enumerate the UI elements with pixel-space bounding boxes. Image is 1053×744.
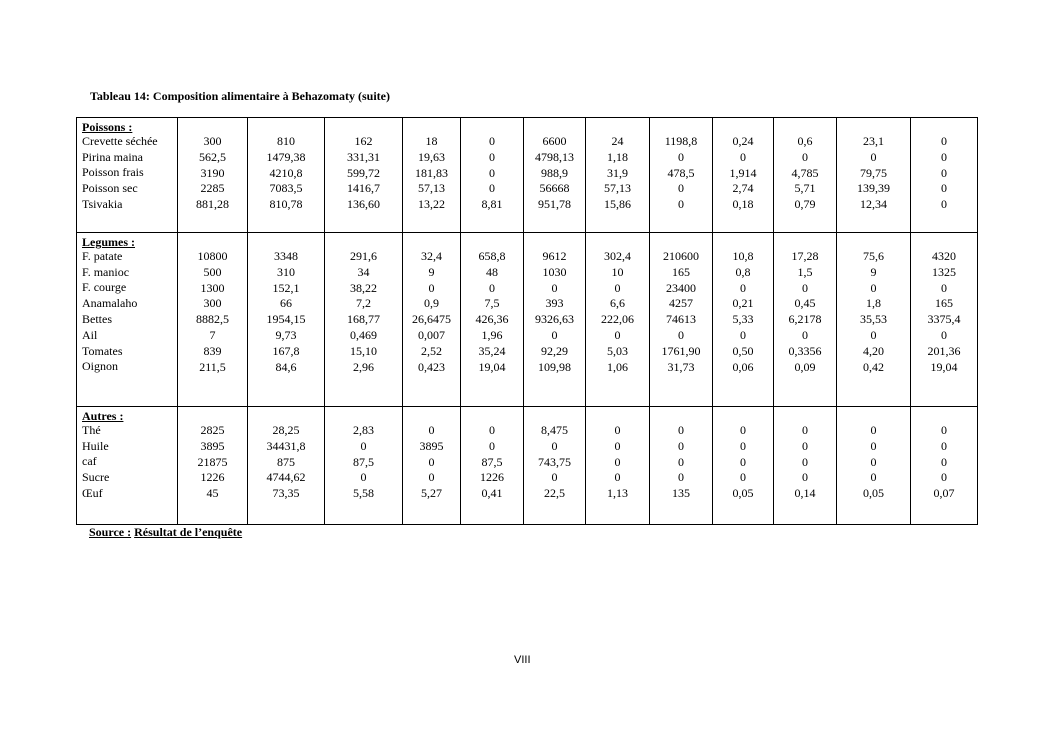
cell-value: 331,31 [347, 149, 380, 164]
cell-value: 0 [941, 165, 947, 180]
row-label: F. manioc [82, 264, 130, 279]
cell-value: 743,75 [538, 454, 571, 469]
cell-value: 165 [672, 264, 690, 279]
value-cell [837, 118, 911, 233]
cell-value: 1300 [200, 280, 225, 295]
cell-value: 87,5 [353, 454, 374, 469]
value-cell [248, 407, 325, 525]
cell-value: 201,36 [927, 343, 961, 358]
cell-value: 31,9 [607, 165, 628, 180]
cell-value: 1030 [542, 264, 567, 279]
table-title: Tableau 14: Composition alimentaire à Behazomaty (suite) [90, 89, 390, 103]
cell-value: 658,8 [478, 249, 506, 263]
cell-value: 1,8 [866, 296, 881, 311]
cell-value: 21875 [197, 454, 228, 469]
section-heading: Poissons : [82, 120, 133, 134]
cell-value: 0 [740, 280, 746, 295]
value-cell [403, 407, 461, 525]
row-label: Tomates [82, 343, 123, 358]
cell-value: 426,36 [475, 312, 509, 327]
cell-value: 0 [428, 280, 435, 295]
cell-value: 0 [428, 423, 435, 437]
cell-value: 0 [740, 327, 746, 342]
cell-value: 0 [360, 438, 367, 453]
cell-value: 75,6 [863, 249, 884, 263]
value-cell [325, 407, 403, 525]
row-label: Pirina maina [82, 149, 143, 164]
cell-value: 0 [941, 197, 947, 212]
cell-value: 19,04 [930, 359, 958, 374]
value-cell [911, 407, 978, 525]
cell-value: 0 [428, 470, 435, 485]
cell-value: 0 [614, 454, 621, 469]
cell-value: 2,52 [421, 343, 442, 358]
cell-value: 13,22 [418, 197, 445, 212]
cell-value: 300 [203, 296, 222, 311]
cell-value: 0,05 [732, 486, 754, 501]
cell-value: 0 [678, 197, 684, 212]
cell-value: 0 [551, 470, 558, 485]
cell-value: 5,71 [794, 181, 816, 196]
cell-value: 15,86 [604, 197, 631, 212]
cell-value: 38,22 [350, 280, 377, 295]
cell-value: 1416,7 [347, 181, 380, 196]
cell-value: 0,07 [933, 486, 955, 501]
cell-value: 10 [611, 264, 624, 279]
cell-value: 0 [870, 327, 877, 342]
cell-value: 35,24 [478, 343, 506, 358]
cell-value: 0 [802, 438, 808, 453]
section-label-cell [77, 118, 178, 233]
cell-value: 0 [802, 327, 808, 342]
cell-value: 4,785 [791, 165, 819, 180]
cell-value: 300 [203, 134, 222, 148]
value-cell [461, 118, 524, 233]
cell-value: 3190 [200, 165, 225, 180]
value-cell [774, 233, 837, 407]
cell-value: 19,63 [418, 149, 445, 164]
cell-value: 0,007 [418, 327, 445, 342]
cell-value: 0 [360, 470, 367, 485]
cell-value: 7,2 [356, 296, 371, 311]
value-cell [403, 233, 461, 407]
cell-value: 0 [551, 438, 558, 453]
cell-value: 24 [611, 134, 624, 148]
row-label: Poisson frais [82, 165, 144, 180]
cell-value: 1325 [932, 264, 956, 279]
value-cell [713, 233, 774, 407]
cell-value: 26,6475 [412, 312, 451, 327]
cell-value: 9 [428, 264, 435, 279]
cell-value: 0,24 [732, 134, 754, 148]
section-heading: Legumes : [82, 235, 135, 249]
cell-value: 0 [941, 470, 947, 485]
cell-value: 0 [678, 454, 684, 469]
cell-value: 0 [740, 423, 746, 437]
cell-value: 0,45 [794, 296, 816, 311]
cell-value: 3375,4 [927, 312, 961, 327]
row-label: Poisson sec [82, 181, 138, 196]
cell-value: 0 [870, 470, 877, 485]
section-label-cell [77, 407, 178, 525]
cell-value: 3348 [274, 249, 298, 263]
row-label: caf [82, 454, 97, 469]
cell-value: 5,33 [732, 312, 754, 327]
value-cell [586, 118, 650, 233]
value-cell [248, 118, 325, 233]
cell-value: 0 [614, 423, 621, 437]
value-cell [774, 407, 837, 525]
cell-value: 6600 [542, 134, 567, 148]
cell-value: 136,60 [347, 197, 380, 212]
row-label: Thé [82, 422, 101, 437]
cell-value: 2285 [200, 181, 225, 196]
cell-value: 79,75 [860, 165, 887, 180]
cell-value: 1,18 [607, 149, 628, 164]
cell-value: 0 [740, 438, 746, 453]
cell-value: 181,83 [415, 165, 448, 180]
cell-value: 0 [678, 327, 684, 342]
value-cell [178, 118, 248, 233]
cell-value: 210600 [663, 249, 699, 263]
cell-value: 18 [425, 134, 438, 148]
cell-value: 23,1 [863, 134, 884, 148]
cell-value: 7,5 [484, 296, 500, 311]
cell-value: 1,96 [481, 327, 503, 342]
cell-value: 0 [802, 149, 808, 164]
table-section [77, 233, 978, 407]
cell-value: 0 [941, 454, 947, 469]
cell-value: 4798,13 [535, 149, 574, 164]
cell-value: 10,8 [732, 249, 754, 263]
page-number: VIII [514, 654, 531, 666]
value-cell [403, 118, 461, 233]
cell-value: 0 [941, 134, 947, 148]
cell-value: 0,21 [732, 296, 754, 311]
cell-value: 0 [489, 149, 495, 164]
food-composition-table [76, 117, 978, 525]
cell-value: 881,28 [196, 197, 229, 212]
section-label-cell [77, 233, 178, 407]
cell-value: 139,39 [857, 181, 890, 196]
cell-value: 66 [280, 296, 292, 311]
cell-value: 4,20 [863, 343, 884, 358]
cell-value: 1226 [480, 470, 504, 485]
cell-value: 31,73 [667, 359, 695, 374]
value-cell [911, 233, 978, 407]
cell-value: 0 [489, 280, 495, 295]
cell-value: 599,72 [347, 165, 380, 180]
table-section [77, 118, 978, 233]
cell-value: 9612 [542, 249, 567, 263]
cell-value: 875 [277, 454, 295, 469]
cell-value: 0 [740, 149, 746, 164]
cell-value: 0 [678, 149, 684, 164]
cell-value: 0 [740, 454, 746, 469]
cell-value: 6,6 [610, 296, 625, 311]
cell-value: 0,09 [794, 359, 816, 374]
row-label: Sucre [82, 470, 110, 485]
value-cell [650, 118, 713, 233]
row-label: F. courge [82, 280, 127, 295]
cell-value: 0,14 [794, 486, 816, 501]
cell-value: 48 [486, 264, 498, 279]
cell-value: 478,5 [667, 165, 695, 180]
cell-value: 211,5 [199, 359, 226, 374]
cell-value: 2,74 [732, 181, 754, 196]
cell-value: 17,28 [791, 249, 819, 263]
cell-value: 74613 [666, 312, 696, 327]
cell-value: 1,13 [607, 486, 628, 501]
value-cell [837, 233, 911, 407]
cell-value: 310 [277, 264, 295, 279]
cell-value: 0 [941, 149, 947, 164]
cell-value: 0,79 [794, 197, 816, 212]
cell-value: 22,5 [544, 486, 565, 501]
value-cell [774, 118, 837, 233]
cell-value: 0 [941, 181, 947, 196]
cell-value: 0 [678, 423, 684, 437]
cell-value: 0 [489, 438, 495, 453]
cell-value: 0 [870, 454, 877, 469]
cell-value: 0,469 [350, 327, 377, 342]
cell-value: 87,5 [481, 454, 503, 469]
cell-value: 0 [678, 438, 684, 453]
cell-value: 1,06 [607, 359, 628, 374]
cell-value: 1954,15 [266, 312, 306, 327]
cell-value: 152,1 [272, 280, 300, 295]
cell-value: 839 [203, 343, 222, 358]
cell-value: 5,27 [421, 486, 442, 501]
cell-value: 165 [935, 296, 953, 311]
cell-value: 393 [545, 296, 564, 311]
cell-value: 0 [489, 423, 495, 437]
cell-value: 0,9 [424, 296, 439, 311]
value-cell [837, 407, 911, 525]
cell-value: 0,06 [732, 359, 754, 374]
cell-value: 0 [489, 181, 495, 196]
cell-value: 34 [357, 264, 370, 279]
row-label: Huile [82, 438, 109, 453]
cell-value: 4744,62 [266, 470, 306, 485]
cell-value: 57,13 [418, 181, 445, 196]
value-cell [524, 118, 586, 233]
cell-value: 135 [672, 486, 690, 501]
cell-value: 0 [678, 470, 684, 485]
value-cell [325, 118, 403, 233]
value-cell [461, 407, 524, 525]
cell-value: 1479,38 [266, 149, 306, 164]
value-cell [461, 233, 524, 407]
cell-value: 291,6 [350, 249, 377, 263]
cell-value: 1761,90 [661, 343, 701, 358]
cell-value: 0 [614, 280, 621, 295]
cell-value: 0 [802, 470, 808, 485]
cell-value: 45 [206, 486, 219, 501]
cell-value: 0 [740, 470, 746, 485]
cell-value: 0,50 [732, 343, 754, 358]
source-text: Résultat de l’enquête [134, 525, 243, 539]
cell-value: 0 [941, 423, 947, 437]
cell-value: 0 [870, 149, 877, 164]
cell-value: 0 [489, 134, 495, 148]
cell-value: 34431,8 [266, 438, 306, 453]
value-cell [650, 407, 713, 525]
table-section [77, 407, 978, 525]
cell-value: 0,423 [418, 359, 445, 374]
section-heading: Autres : [82, 409, 124, 423]
row-label: F. patate [82, 248, 123, 263]
cell-value: 162 [354, 134, 373, 148]
cell-value: 73,35 [272, 486, 300, 501]
cell-value: 168,77 [347, 312, 380, 327]
cell-value: 0 [428, 454, 435, 469]
cell-value: 0,41 [481, 486, 503, 501]
row-label: Tsivakia [82, 196, 123, 211]
cell-value: 19,04 [478, 359, 506, 374]
value-cell [713, 118, 774, 233]
cell-value: 5,03 [607, 343, 628, 358]
cell-value: 951,78 [538, 197, 571, 212]
cell-value: 0,3356 [788, 343, 822, 358]
cell-value: 3895 [419, 438, 444, 453]
cell-value: 15,10 [350, 343, 377, 358]
cell-value: 2825 [200, 423, 225, 437]
cell-value: 0 [941, 280, 947, 295]
cell-value: 4257 [669, 296, 693, 311]
value-cell [248, 233, 325, 407]
cell-value: 562,5 [199, 149, 226, 164]
cell-value: 12,34 [860, 197, 887, 212]
cell-value: 810 [277, 134, 295, 148]
cell-value: 1,5 [797, 264, 813, 279]
cell-value: 0 [678, 181, 684, 196]
cell-value: 0 [941, 327, 947, 342]
cell-value: 4320 [932, 249, 956, 263]
cell-value: 35,53 [860, 312, 887, 327]
cell-value: 0,05 [863, 486, 884, 501]
cell-value: 56668 [539, 181, 570, 196]
value-cell [178, 407, 248, 525]
value-cell [178, 233, 248, 407]
cell-value: 0,6 [797, 134, 813, 148]
cell-value: 0 [614, 470, 621, 485]
cell-value: 0 [870, 438, 877, 453]
cell-value: 0 [802, 454, 808, 469]
cell-value: 23400 [666, 280, 696, 295]
cell-value: 0 [870, 280, 877, 295]
source-label: Source : [89, 525, 132, 539]
cell-value: 1226 [200, 470, 225, 485]
cell-value: 6,2178 [788, 312, 822, 327]
cell-value: 8882,5 [196, 312, 229, 327]
cell-value: 9326,63 [535, 312, 574, 327]
cell-value: 8,475 [541, 423, 568, 437]
row-label: Bettes [82, 311, 112, 326]
cell-value: 0 [941, 438, 947, 453]
cell-value: 7083,5 [269, 181, 303, 196]
cell-value: 4210,8 [269, 165, 303, 180]
value-cell [524, 407, 586, 525]
value-cell [325, 233, 403, 407]
cell-value: 109,98 [538, 359, 571, 374]
cell-value: 0 [802, 280, 808, 295]
cell-value: 302,4 [604, 249, 631, 263]
cell-value: 84,6 [275, 359, 297, 374]
cell-value: 0,8 [735, 264, 751, 279]
cell-value: 988,9 [541, 165, 568, 180]
cell-value: 1198,8 [664, 134, 698, 148]
cell-value: 0 [489, 165, 495, 180]
cell-value: 0 [614, 438, 621, 453]
value-cell [713, 407, 774, 525]
row-label: Oignon [82, 359, 118, 374]
cell-value: 9 [870, 264, 877, 279]
cell-value: 5,58 [353, 486, 374, 501]
row-label: Ail [82, 327, 98, 342]
cell-value: 92,29 [541, 343, 568, 358]
cell-value: 0,18 [732, 197, 754, 212]
cell-value: 8,81 [481, 197, 503, 212]
cell-value: 2,83 [353, 423, 374, 437]
cell-value: 10800 [197, 249, 228, 263]
cell-value: 3895 [200, 438, 225, 453]
cell-value: 9,73 [275, 327, 297, 342]
cell-value: 32,4 [421, 249, 442, 263]
cell-value: 1,914 [729, 165, 757, 180]
cell-value: 0 [551, 327, 558, 342]
cell-value: 57,13 [604, 181, 631, 196]
value-cell [524, 233, 586, 407]
row-label: Anamalaho [82, 296, 138, 311]
cell-value: 810,78 [269, 197, 303, 212]
value-cell [586, 407, 650, 525]
value-cell [911, 118, 978, 233]
cell-value: 0 [870, 423, 877, 437]
source-note [89, 525, 242, 540]
cell-value: 0 [614, 327, 621, 342]
value-cell [650, 233, 713, 407]
cell-value: 222,06 [601, 312, 634, 327]
cell-value: 0 [551, 280, 558, 295]
cell-value: 0,42 [863, 359, 884, 374]
cell-value: 167,8 [272, 343, 300, 358]
value-cell [586, 233, 650, 407]
cell-value: 7 [209, 327, 216, 342]
cell-value: 28,25 [272, 423, 300, 437]
row-label: Œuf [82, 485, 103, 500]
cell-value: 500 [203, 264, 222, 279]
cell-value: 0 [802, 423, 808, 437]
row-label: Crevette séchée [82, 133, 158, 148]
cell-value: 2,96 [353, 359, 374, 374]
